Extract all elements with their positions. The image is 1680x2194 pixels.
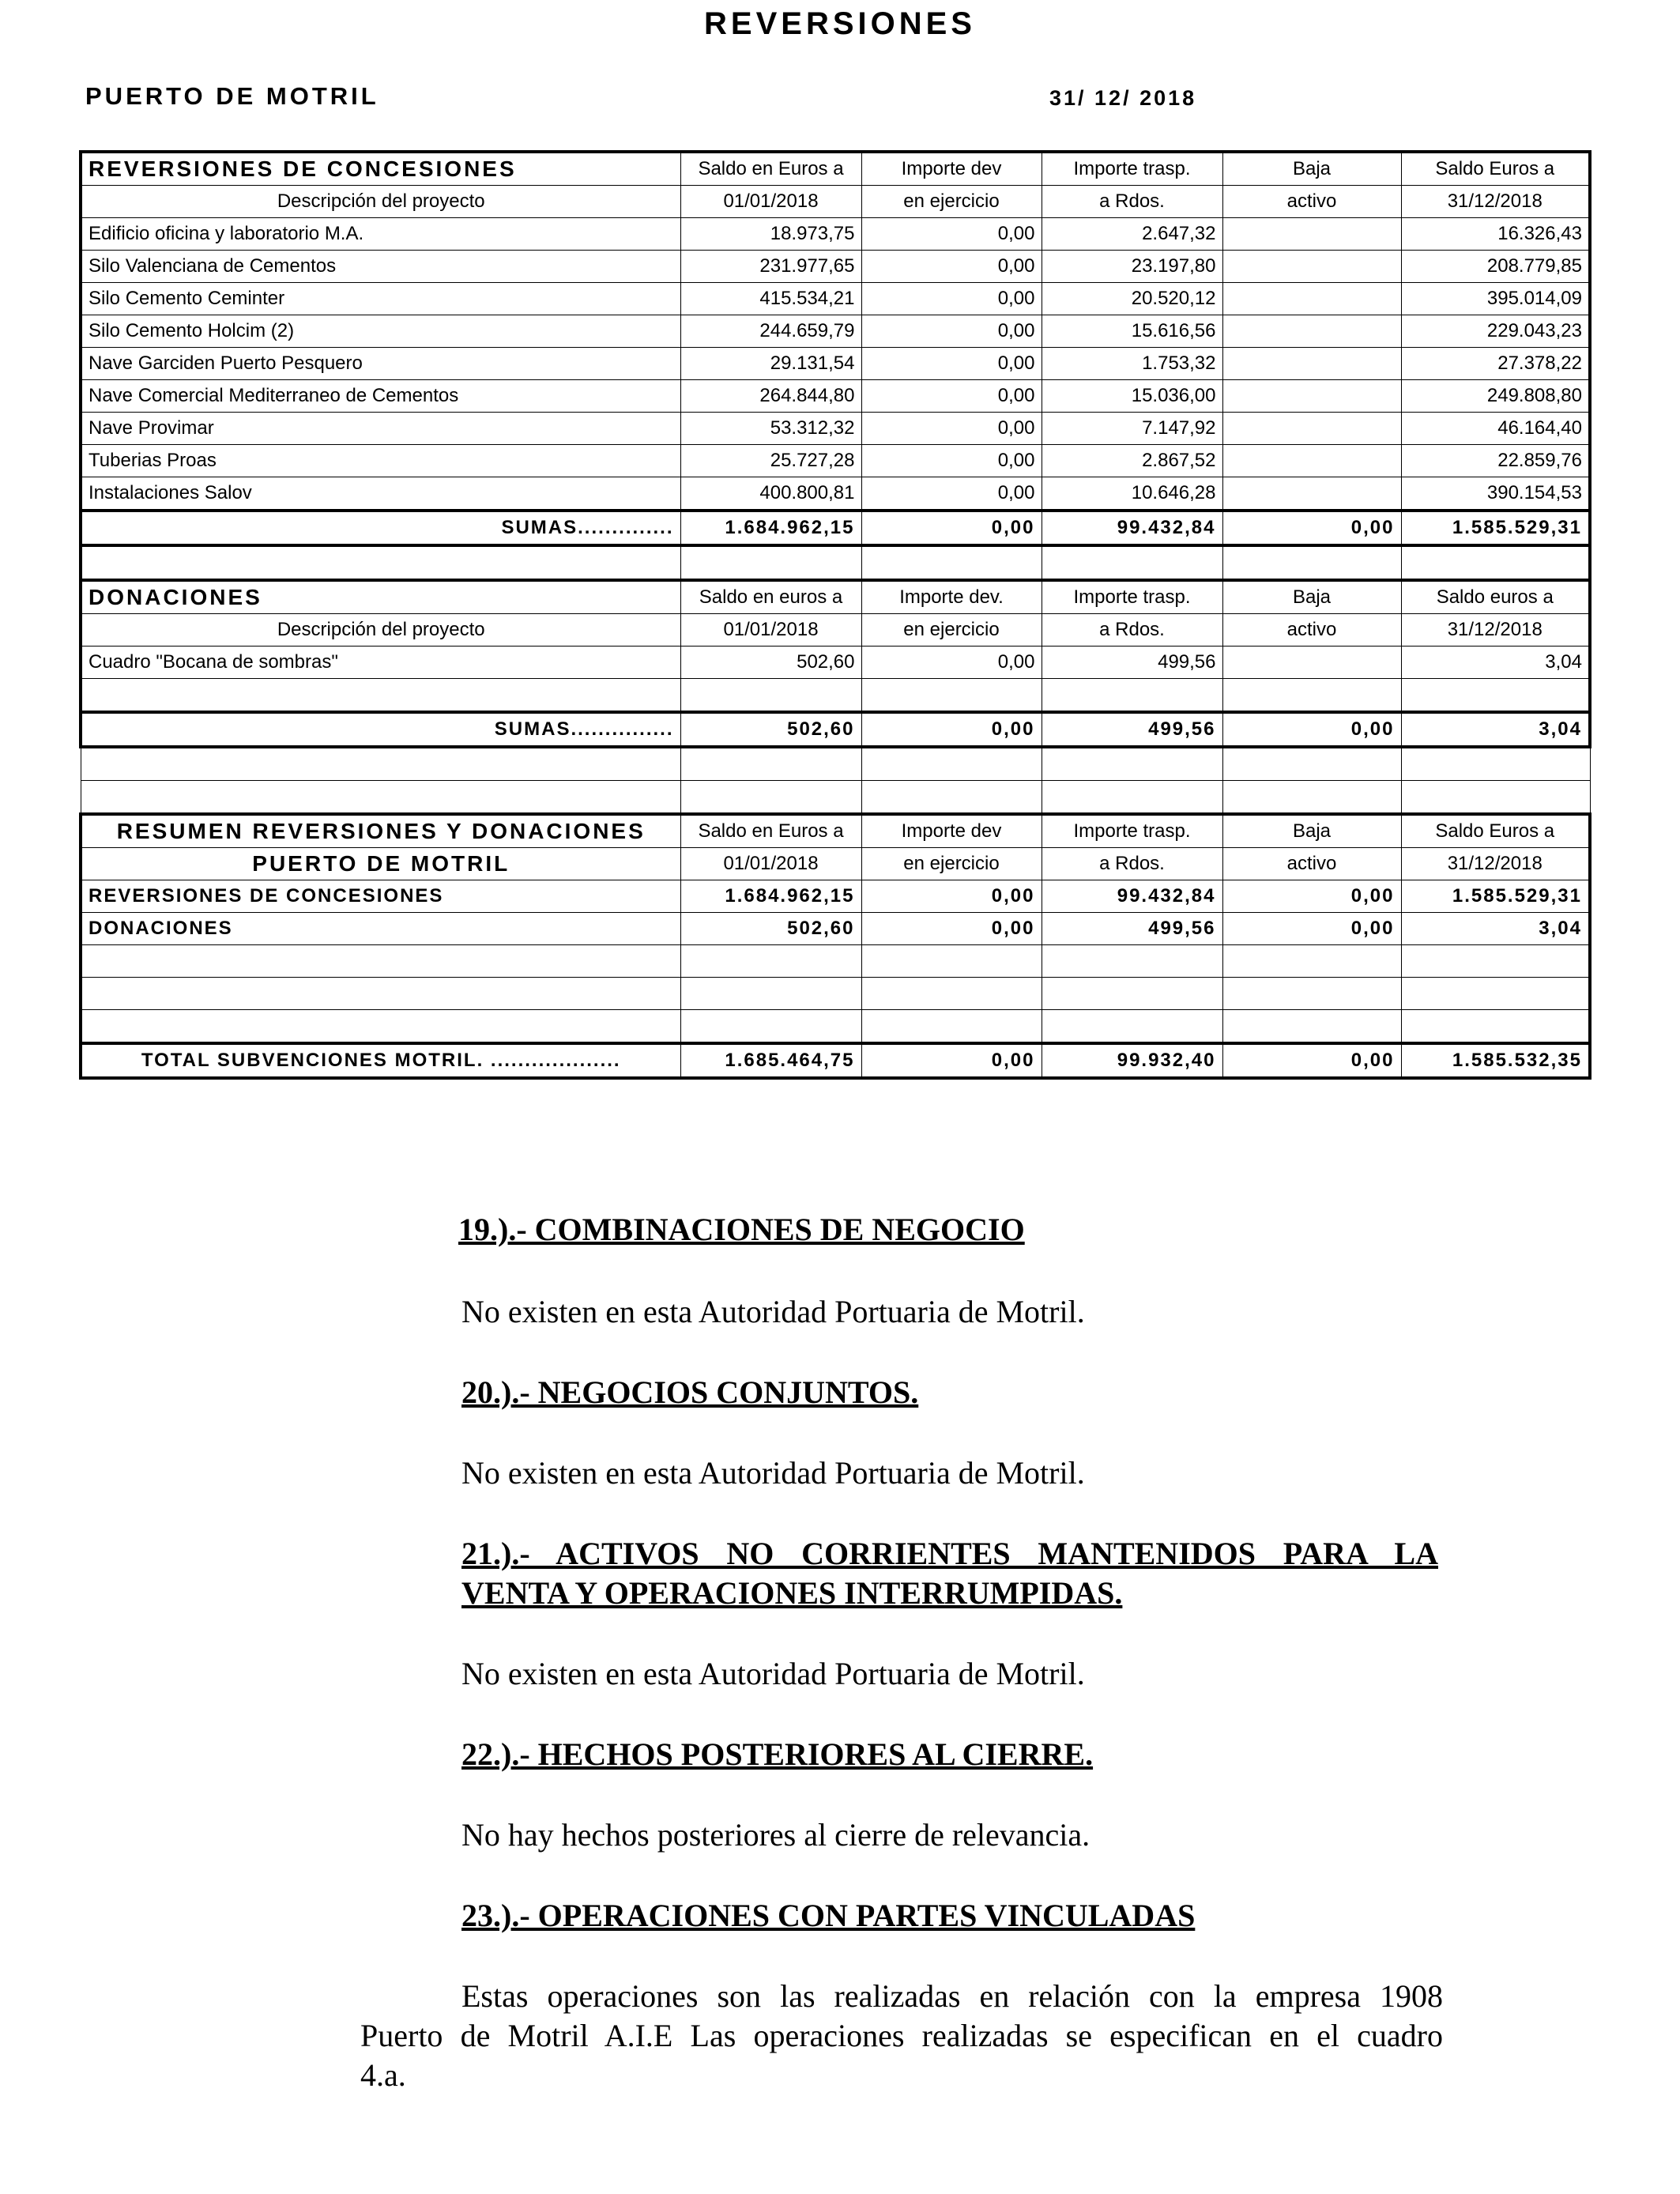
row-amount: 264.844,80 — [680, 380, 861, 413]
row-amount: 244.659,79 — [680, 315, 861, 348]
row-amount — [1222, 380, 1401, 413]
row-amount — [1222, 251, 1401, 283]
row-amount: 502,60 — [680, 647, 861, 679]
row-amount: 390.154,53 — [1401, 477, 1590, 511]
row-amount: 2.867,52 — [1042, 445, 1222, 477]
sum-value: 3,04 — [1401, 712, 1590, 747]
sum-value: 499,56 — [1042, 712, 1222, 747]
col-header: Importe trasp. — [1042, 152, 1222, 186]
row-description: Tuberias Proas — [81, 445, 680, 477]
row-amount: 15.616,56 — [1042, 315, 1222, 348]
sum-value: 0,00 — [1222, 511, 1401, 545]
col-header: 31/12/2018 — [1401, 848, 1590, 880]
row-amount: 2.647,32 — [1042, 218, 1222, 251]
col-header: a Rdos. — [1042, 614, 1222, 647]
col-header: Baja — [1222, 152, 1401, 186]
row-amount: 3,04 — [1401, 647, 1590, 679]
row-amount: 1.585.529,31 — [1401, 880, 1590, 913]
section-20-heading: 20.).- NEGOCIOS CONJUNTOS. — [461, 1374, 919, 1410]
section-19-heading: 19.).- COMBINACIONES DE NEGOCIO — [458, 1212, 1025, 1247]
spacer-row — [81, 679, 1590, 713]
row-amount: 0,00 — [861, 283, 1042, 315]
col-header: Saldo en euros a — [680, 580, 861, 614]
row-amount: 7.147,92 — [1042, 413, 1222, 445]
row-amount: 53.312,32 — [680, 413, 861, 445]
row-amount: 0,00 — [861, 413, 1042, 445]
col-header: Baja — [1222, 580, 1401, 614]
section-20-text: No existen en esta Autoridad Portuaria de Motril. — [461, 1455, 1085, 1491]
row-amount: 10.646,28 — [1042, 477, 1222, 511]
section-23-heading: 23.).- OPERACIONES CON PARTES VINCULADAS — [461, 1898, 1196, 1933]
concesiones-header-row — [81, 152, 1590, 186]
description-header: Descripción del proyecto — [81, 186, 680, 218]
port-name: PUERTO DE MOTRIL — [85, 82, 379, 110]
spacer-row — [81, 945, 1590, 978]
row-amount: 16.326,43 — [1401, 218, 1590, 251]
row-amount: 415.534,21 — [680, 283, 861, 315]
row-description: Silo Cemento Holcim (2) — [81, 315, 680, 348]
col-header: a Rdos. — [1042, 186, 1222, 218]
section-21-text: No existen en esta Autoridad Portuaria de Motril. — [461, 1656, 1085, 1691]
sum-value: 502,60 — [680, 712, 861, 747]
section-23-text-line2: Puerto de Motril A.I.E Las operaciones realizadas se especifican en el cuadro — [360, 2018, 1443, 2053]
row-amount: 0,00 — [861, 647, 1042, 679]
total-value: 0,00 — [861, 1043, 1042, 1078]
spacer-row — [81, 1010, 1590, 1044]
donaciones-subheader-row — [81, 614, 1590, 647]
row-amount: 0,00 — [1222, 880, 1401, 913]
sum-value: 0,00 — [861, 511, 1042, 545]
total-value: 1.585.532,35 — [1401, 1043, 1590, 1078]
row-amount: 229.043,23 — [1401, 315, 1590, 348]
resumen-subheading: PUERTO DE MOTRIL — [81, 848, 680, 880]
section-21-heading-line2: VENTA Y OPERACIONES INTERRUMPIDAS. — [461, 1575, 1123, 1611]
row-amount — [1222, 315, 1401, 348]
concesiones-subheader-row — [81, 186, 1590, 218]
col-header: 01/01/2018 — [680, 848, 861, 880]
row-amount: 395.014,09 — [1401, 283, 1590, 315]
summary-row — [81, 913, 1590, 945]
row-amount: 0,00 — [861, 380, 1042, 413]
row-amount: 99.432,84 — [1042, 880, 1222, 913]
row-amount: 499,56 — [1042, 647, 1222, 679]
row-amount: 0,00 — [861, 477, 1042, 511]
donaciones-heading: DONACIONES — [81, 580, 680, 614]
row-amount: 0,00 — [861, 880, 1042, 913]
spacer-row — [81, 747, 1590, 781]
report-date: 31/ 12/ 2018 — [1049, 86, 1197, 110]
concesiones-sum-row — [81, 511, 1590, 545]
sum-value: 1.684.962,15 — [680, 511, 861, 545]
section-19-text: No existen en esta Autoridad Portuaria de Motril. — [461, 1294, 1085, 1329]
table-row — [81, 647, 1590, 679]
reversiones-table — [79, 150, 1591, 1080]
col-header: a Rdos. — [1042, 848, 1222, 880]
row-amount — [1222, 477, 1401, 511]
col-header: 31/12/2018 — [1401, 614, 1590, 647]
row-amount: 15.036,00 — [1042, 380, 1222, 413]
row-amount: 499,56 — [1042, 913, 1222, 945]
col-header: Importe dev. — [861, 580, 1042, 614]
page-title: REVERSIONES — [704, 6, 976, 41]
donaciones-sum-row — [81, 712, 1590, 747]
row-amount: 208.779,85 — [1401, 251, 1590, 283]
table-row — [81, 445, 1590, 477]
row-amount: 29.131,54 — [680, 348, 861, 380]
row-amount — [1222, 283, 1401, 315]
row-amount: 0,00 — [861, 445, 1042, 477]
row-amount: 46.164,40 — [1401, 413, 1590, 445]
description-header: Descripción del proyecto — [81, 614, 680, 647]
table-row — [81, 283, 1590, 315]
col-header: en ejercicio — [861, 848, 1042, 880]
row-amount: 0,00 — [861, 251, 1042, 283]
col-header: Importe dev — [861, 814, 1042, 848]
row-amount: 0,00 — [861, 913, 1042, 945]
sum-value: 99.432,84 — [1042, 511, 1222, 545]
sum-value: 0,00 — [861, 712, 1042, 747]
row-description: Instalaciones Salov — [81, 477, 680, 511]
section-23-text-line3: 4.a. — [360, 2057, 406, 2093]
row-amount — [1222, 647, 1401, 679]
row-amount: 0,00 — [861, 348, 1042, 380]
spacer-row — [81, 978, 1590, 1010]
row-amount: 25.727,28 — [680, 445, 861, 477]
row-description: DONACIONES — [81, 913, 680, 945]
sum-value: 0,00 — [1222, 712, 1401, 747]
summary-row — [81, 880, 1590, 913]
col-header: en ejercicio — [861, 186, 1042, 218]
row-amount: 400.800,81 — [680, 477, 861, 511]
total-row — [81, 1043, 1590, 1078]
row-description: REVERSIONES DE CONCESIONES — [81, 880, 680, 913]
row-amount: 231.977,65 — [680, 251, 861, 283]
row-amount: 20.520,12 — [1042, 283, 1222, 315]
table-row — [81, 218, 1590, 251]
col-header: Importe trasp. — [1042, 580, 1222, 614]
total-value: 99.932,40 — [1042, 1043, 1222, 1078]
row-amount — [1222, 445, 1401, 477]
row-amount: 22.859,76 — [1401, 445, 1590, 477]
row-amount: 1.684.962,15 — [680, 880, 861, 913]
row-description: Cuadro "Bocana de sombras" — [81, 647, 680, 679]
table-row — [81, 477, 1590, 511]
sum-label: SUMAS............... — [81, 712, 680, 747]
row-amount: 27.378,22 — [1401, 348, 1590, 380]
table-row — [81, 380, 1590, 413]
section-23-text-line1: Estas operaciones son las realizadas en relación con la empresa 1908 — [461, 1978, 1443, 2014]
row-amount: 0,00 — [1222, 913, 1401, 945]
section-22-text: No hay hechos posteriores al cierre de relevancia. — [461, 1817, 1090, 1853]
resumen-heading: RESUMEN REVERSIONES Y DONACIONES — [81, 814, 680, 848]
spacer-row — [81, 781, 1590, 815]
table-row — [81, 251, 1590, 283]
col-header: Saldo en Euros a — [680, 814, 861, 848]
concesiones-heading: REVERSIONES DE CONCESIONES — [81, 152, 680, 186]
row-amount: 1.753,32 — [1042, 348, 1222, 380]
col-header: en ejercicio — [861, 614, 1042, 647]
total-value: 0,00 — [1222, 1043, 1401, 1078]
total-label: TOTAL SUBVENCIONES MOTRIL. ................... — [81, 1043, 680, 1078]
row-amount — [1222, 413, 1401, 445]
table-row — [81, 315, 1590, 348]
table-row — [81, 348, 1590, 380]
col-header: 31/12/2018 — [1401, 186, 1590, 218]
row-amount: 0,00 — [861, 218, 1042, 251]
sum-value: 1.585.529,31 — [1401, 511, 1590, 545]
row-description: Silo Cemento Ceminter — [81, 283, 680, 315]
total-value: 1.685.464,75 — [680, 1043, 861, 1078]
resumen-subheader-row — [81, 848, 1590, 880]
row-amount: 18.973,75 — [680, 218, 861, 251]
col-header: Baja — [1222, 814, 1401, 848]
col-header: Saldo euros a — [1401, 580, 1590, 614]
col-header: activo — [1222, 848, 1401, 880]
donaciones-header-row — [81, 580, 1590, 614]
col-header: Saldo en Euros a — [680, 152, 861, 186]
row-description: Edificio oficina y laboratorio M.A. — [81, 218, 680, 251]
col-header: Importe dev — [861, 152, 1042, 186]
col-header: 01/01/2018 — [680, 186, 861, 218]
sum-label: SUMAS.............. — [81, 511, 680, 545]
row-amount — [1222, 218, 1401, 251]
col-header: Importe trasp. — [1042, 814, 1222, 848]
row-amount: 0,00 — [861, 315, 1042, 348]
section-21-heading-line1: 21.).- ACTIVOS NO CORRIENTES MANTENIDOS PARA LA — [461, 1536, 1438, 1571]
section-22-heading: 22.).- HECHOS POSTERIORES AL CIERRE. — [461, 1736, 1094, 1772]
col-header: Saldo Euros a — [1401, 152, 1590, 186]
row-amount: 249.808,80 — [1401, 380, 1590, 413]
col-header: activo — [1222, 186, 1401, 218]
row-amount: 23.197,80 — [1042, 251, 1222, 283]
resumen-header-row — [81, 814, 1590, 848]
row-description: Silo Valenciana de Cementos — [81, 251, 680, 283]
row-description: Nave Provimar — [81, 413, 680, 445]
table-row — [81, 413, 1590, 445]
row-description: Nave Comercial Mediterraneo de Cementos — [81, 380, 680, 413]
col-header: Saldo Euros a — [1401, 814, 1590, 848]
col-header: 01/01/2018 — [680, 614, 861, 647]
row-description: Nave Garciden Puerto Pesquero — [81, 348, 680, 380]
row-amount — [1222, 348, 1401, 380]
row-amount: 502,60 — [680, 913, 861, 945]
col-header: activo — [1222, 614, 1401, 647]
spacer-row — [81, 545, 1590, 580]
row-amount: 3,04 — [1401, 913, 1590, 945]
